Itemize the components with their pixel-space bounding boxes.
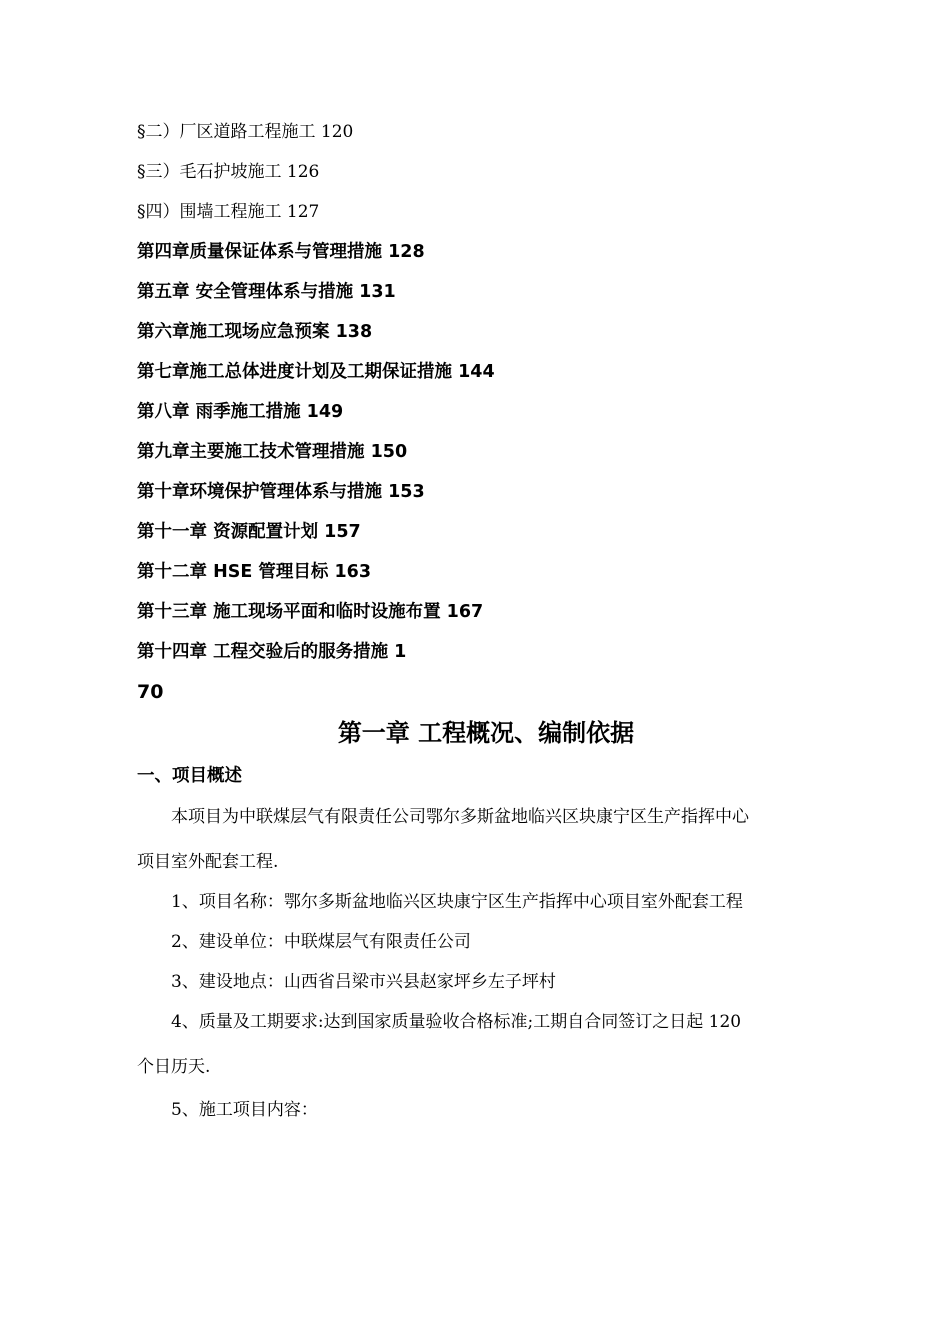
toc-sub-item: §二）厂区道路工程施工 120: [137, 122, 354, 142]
construction-content-item: 5、施工项目内容：: [171, 1100, 318, 1120]
toc-wrap-continuation: 70: [137, 681, 164, 703]
toc-chapter-item: 第七章施工总体进度计划及工期保证措施 144: [137, 362, 495, 382]
toc-chapter-item: 第十三章 施工现场平面和临时设施布置 167: [137, 602, 484, 622]
project-name-item: 1、项目名称：鄂尔多斯盆地临兴区块康宁区生产指挥中心项目室外配套工程: [171, 892, 743, 912]
toc-chapter-item: 第十二章 HSE 管理目标 163: [137, 562, 372, 582]
toc-chapter-item: 第八章 雨季施工措施 149: [137, 402, 344, 422]
construction-site-item: 3、建设地点：山西省吕梁市兴县赵家坪乡左子坪村: [171, 972, 556, 992]
toc-chapter-item: 第五章 安全管理体系与措施 131: [137, 282, 396, 302]
toc-chapter-item: 第十四章 工程交验后的服务措施 1: [137, 642, 407, 662]
quality-schedule-item: 4、质量及工期要求:达到国家质量验收合格标准;工期自合同签订之日起 120: [171, 1012, 742, 1032]
toc-chapter-item: 第四章质量保证体系与管理措施 128: [137, 242, 425, 262]
intro-paragraph-line: 本项目为中联煤层气有限责任公司鄂尔多斯盆地临兴区块康宁区生产指挥中心: [171, 807, 749, 827]
intro-paragraph-line: 项目室外配套工程.: [137, 852, 279, 872]
toc-chapter-item: 第十一章 资源配置计划 157: [137, 522, 361, 542]
chapter-title: 第一章 工程概况、编制依据: [337, 719, 635, 747]
toc-sub-item: §四）围墙工程施工 127: [137, 202, 320, 222]
toc-sub-item: §三）毛石护坡施工 126: [137, 162, 320, 182]
toc-chapter-item: 第十章环境保护管理体系与措施 153: [137, 482, 425, 502]
toc-chapter-item: 第九章主要施工技术管理措施 150: [137, 442, 408, 462]
toc-chapter-item: 第六章施工现场应急预案 138: [137, 322, 373, 342]
quality-schedule-item-continuation: 个日历天.: [137, 1057, 211, 1077]
section-heading: 一、项目概述: [137, 766, 242, 786]
construction-unit-item: 2、建设单位：中联煤层气有限责任公司: [171, 932, 471, 952]
